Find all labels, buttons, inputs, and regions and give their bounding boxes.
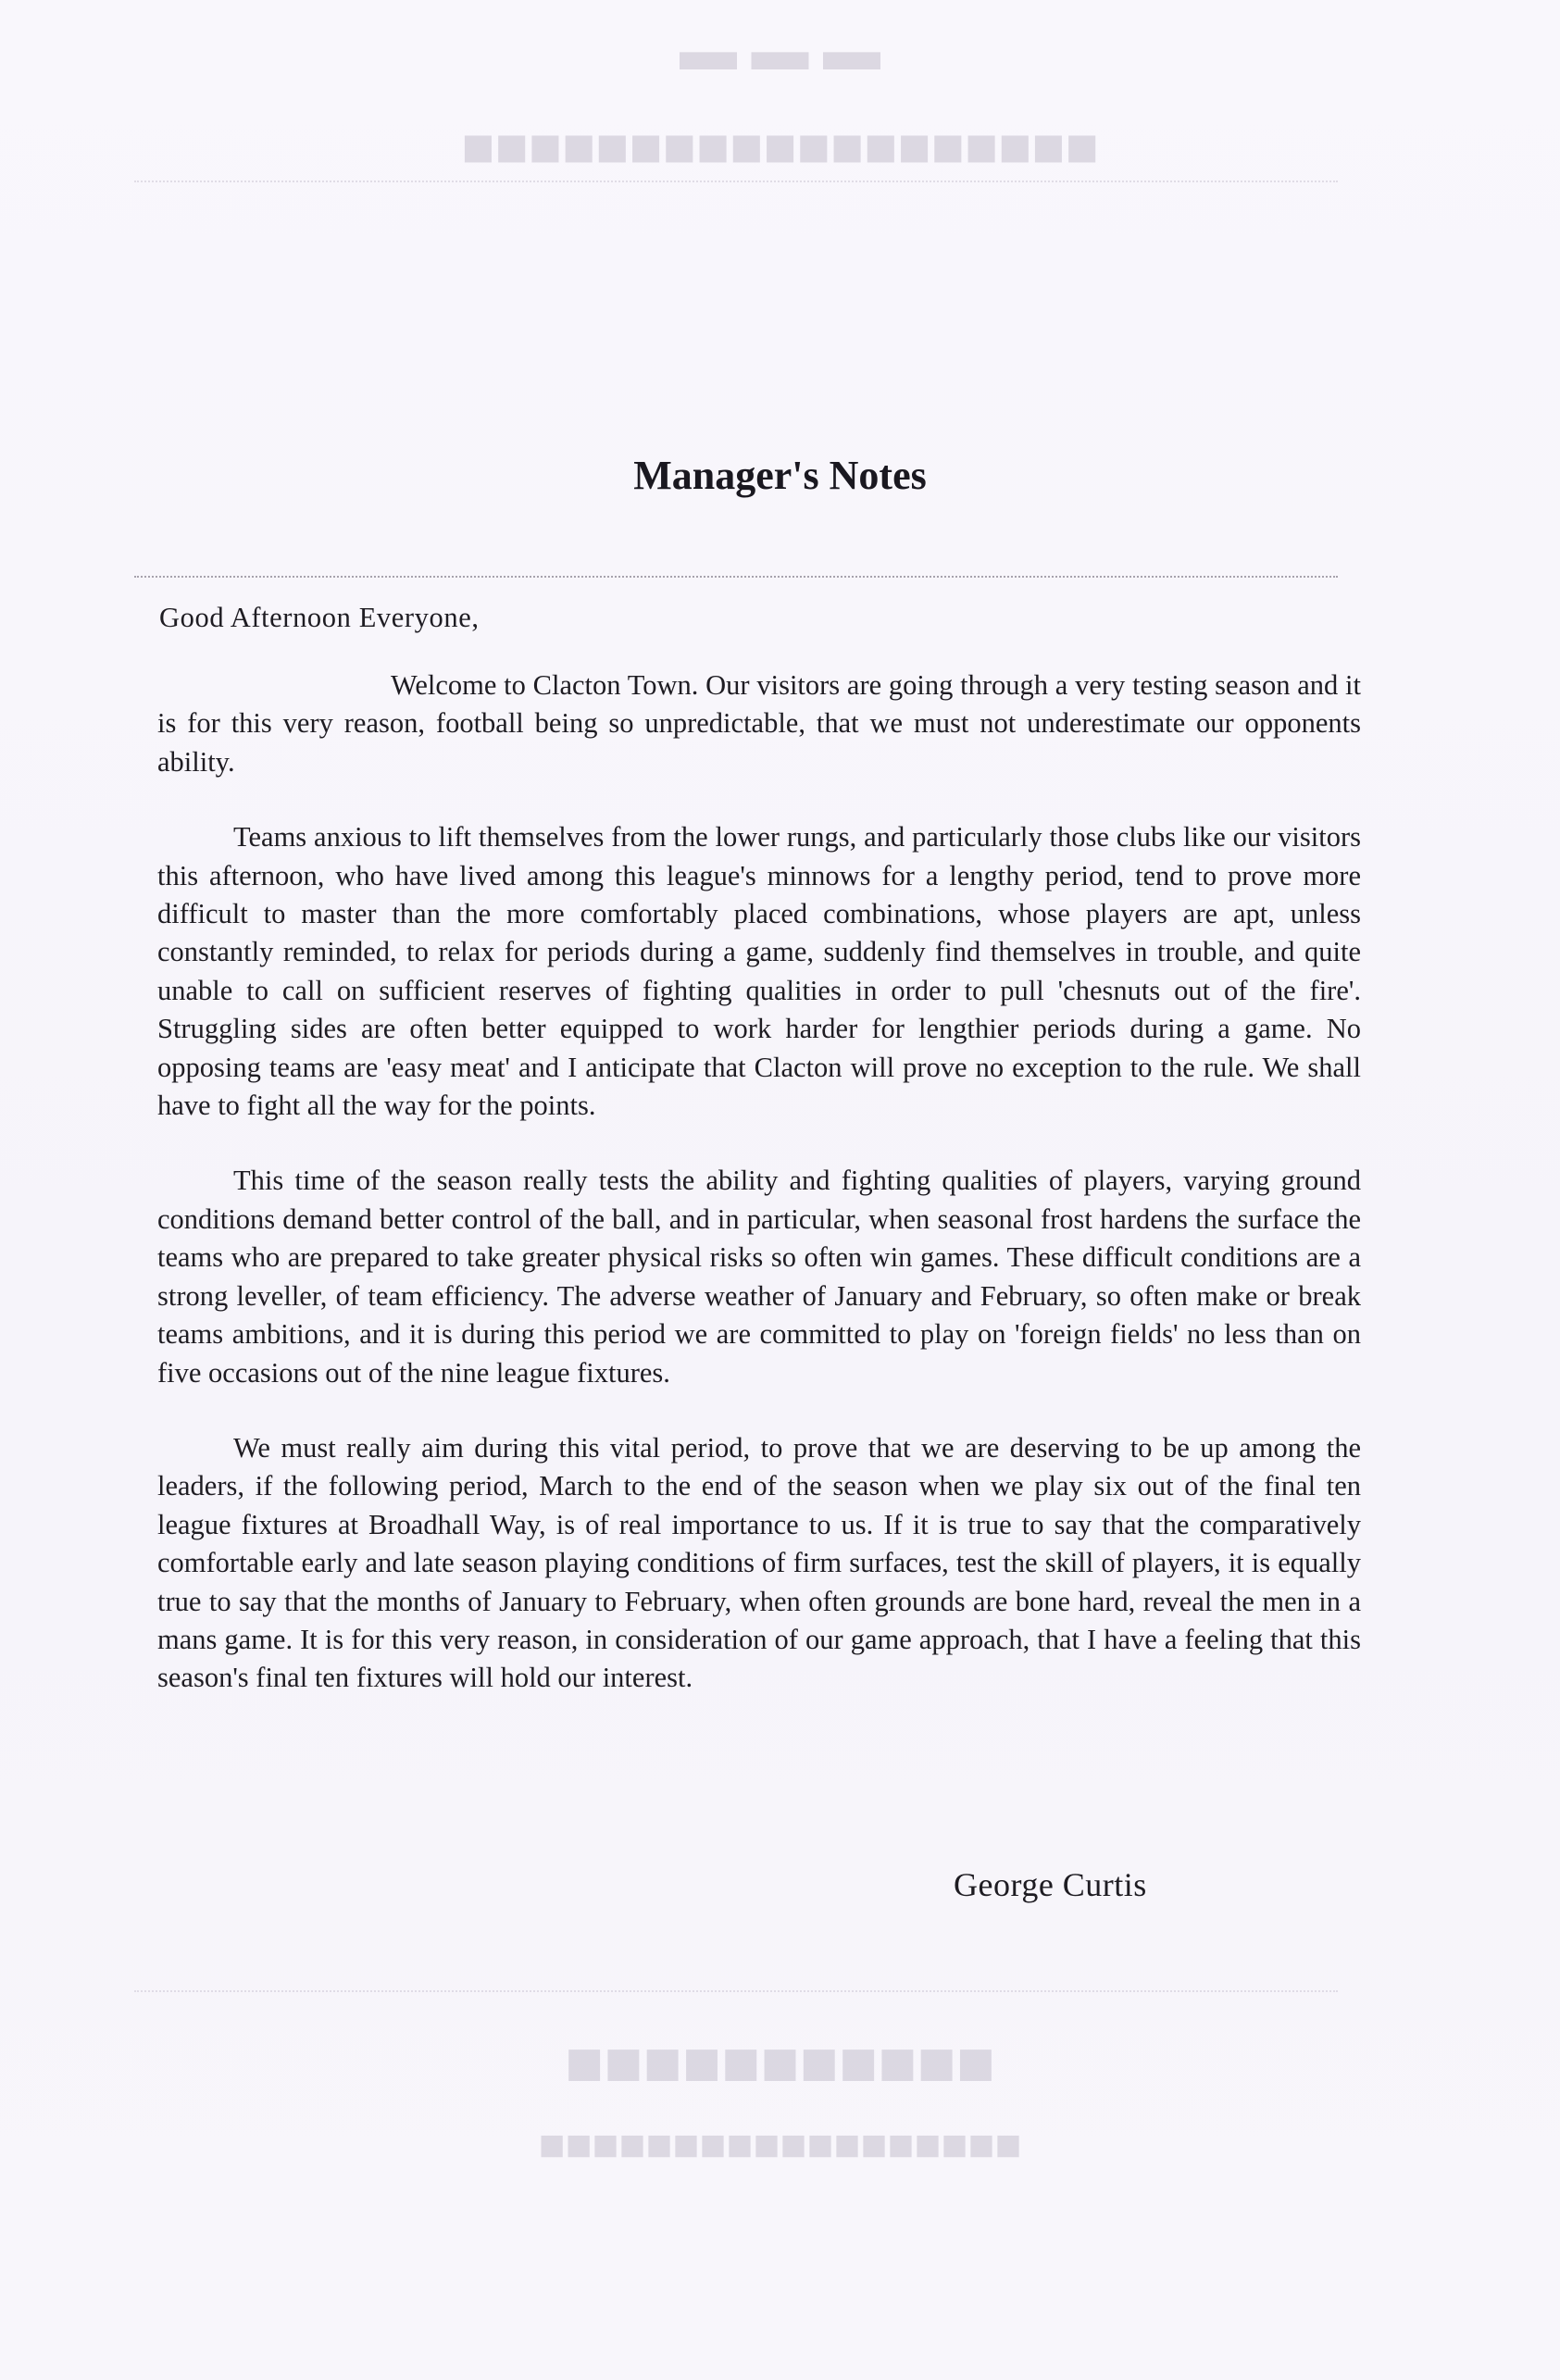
paragraph-1: Welcome to Clacton Town. Our visitors are going through a very testing season and it is for this very reason, football being so unpredictable, that we must not underestimate our opponents ability.	[157, 669, 1361, 778]
header-top-rule	[134, 576, 1338, 578]
salutation: Good Afternoon Everyone,	[159, 602, 480, 633]
paragraph-3: This time of the season really tests the ability and fighting qualities of players, varying ground conditions demand better control of the ball, and in particular, when seasonal frost hardens the surface the teams who are prepared to take greater physical risks so often win games. These difficult conditions are a strong leveller, of team efficiency. The adverse weather of January and February, so often make or break teams ambitions, and it is during this period we are committed to play on 'foreign fields' no less than on five occasions out of the nine league fixtures.	[157, 1165, 1361, 1389]
reverse-showthrough-decoration: ■■■■■■■■■■■■■■■■■■■	[461, 117, 1099, 178]
signature: George Curtis	[954, 1866, 1147, 1903]
page-title: Manager's Notes	[633, 453, 927, 498]
paragraph-4: We must really aim during this vital period, to prove that we are deserving to be up among the leaders, if the following period, March to the end of the season when we play six out of the final ten league fixtures at Broadhall Way, is of real importance to us. If it is true to say that the comparatively comfortable early and late season playing conditions of firm surfaces, test the skill of players, it is equally true to say that the months of January to February, when often grounds are bone hard, reveal the men in a mans game. It is for this very reason, in consideration of our game approach, that I have a feeling that this season's final ten fixtures will hold our interest.	[157, 1431, 1361, 1694]
paragraph-2: Teams anxious to lift themselves from the lower rungs, and particularly those clubs like our visitors this afternoon, who have lived among this league's minnows for a lengthy period, tend to prove more difficult to master than the more comfortably placed combinations, whose players are apt, unless constantly reminded, to relax for periods during a game, suddenly find themselves in trouble, and quite unable to call on sufficient reserves of fighting qualities in order to pull 'chesnuts out of the fire'. Struggling sides are often better equipped to work harder for lengthier periods during a game. No opposing teams are 'easy meat' and I anticipate that Clacton will prove no exception to the rule. We shall have to fight all the way for the points.	[157, 821, 1361, 1122]
reverse-showthrough-rule	[134, 181, 1338, 182]
reverse-showthrough-decoration: ▬ ▬ ▬	[680, 19, 880, 82]
reverse-showthrough-decoration: ■■■■■■■■■■■	[564, 2028, 996, 2100]
reverse-showthrough-rule	[134, 1990, 1338, 1992]
article-body	[157, 667, 1361, 1735]
reverse-showthrough-decoration: ■■■■■■■■■■■■■■■■■■	[538, 2121, 1022, 2170]
